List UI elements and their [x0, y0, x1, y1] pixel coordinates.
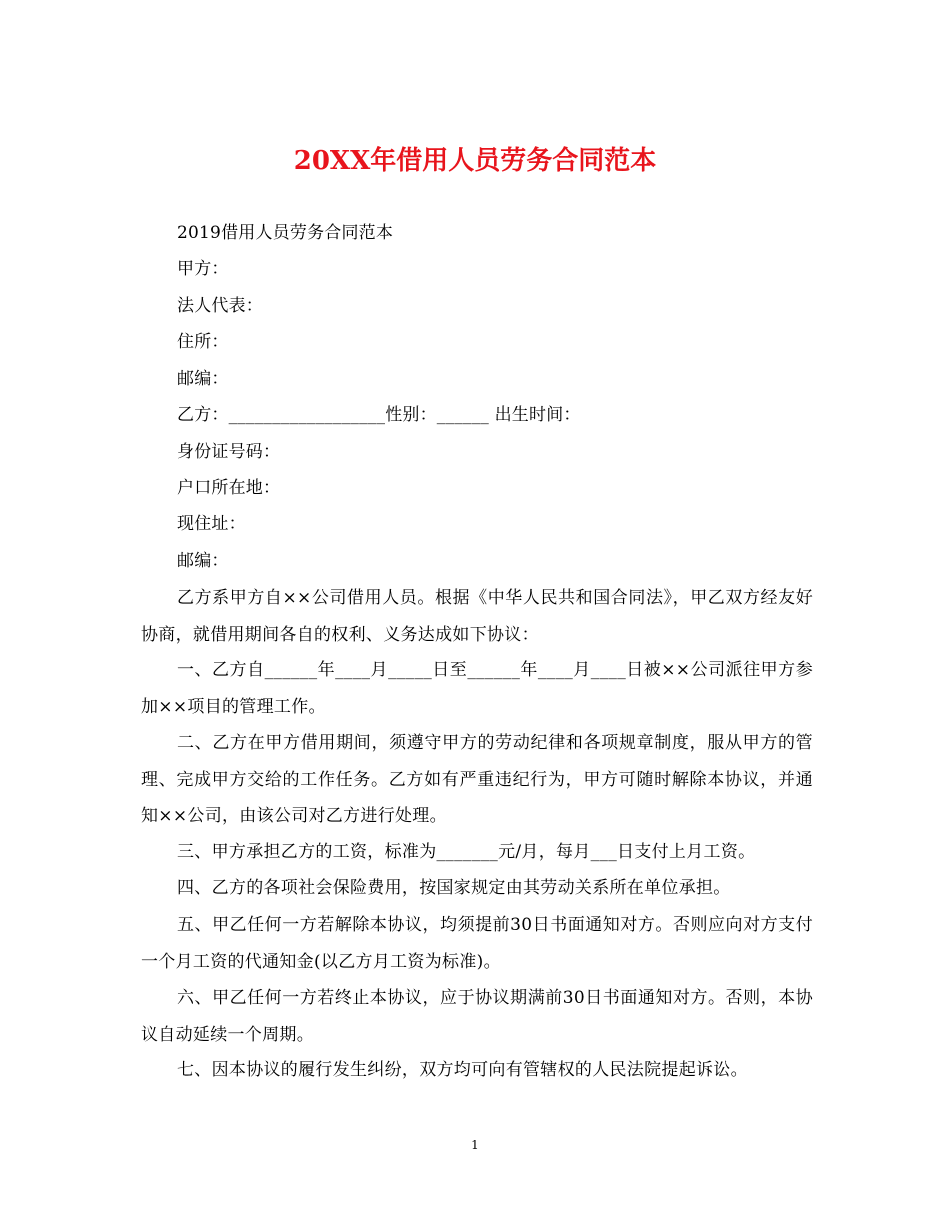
document-subtitle: 2019借用人员劳务合同范本 [177, 223, 394, 243]
paragraph-clause-3: 三、甲方承担乙方的工资，标准为_______元/月，每月___日支付上月工资。 [177, 842, 756, 862]
paragraph-clause-2: 二、乙方在甲方借用期间，须遵守甲方的劳动纪律和各项规章制度，服从甲方的管理、完成甲方交给的工作任务。乙方如有严重违纪行为，甲方可随时解除本协议，并通知××公司，由该公司对乙方进行处理。 [141, 733, 813, 826]
field-legal-representative: 法人代表： [177, 296, 263, 316]
paragraph-clause-7: 七、因本协议的履行发生纠纷，双方均可向有管辖权的人民法院提起诉讼。 [177, 1060, 748, 1080]
paragraph-clause-4: 四、乙方的各项社会保险费用，按国家规定由其劳动关系所在单位承担。 [177, 878, 731, 898]
paragraph-clause-6: 六、甲乙任何一方若终止本协议，应于协议期满前30日书面通知对方。否则，本协议自动延续一个周期。 [141, 988, 813, 1045]
field-id-number: 身份证号码： [177, 442, 281, 462]
field-current-address: 现住址： [177, 514, 246, 534]
document-title: 20XX年借用人员劳务合同范本 [293, 146, 657, 176]
field-postcode-a: 邮编： [177, 369, 229, 389]
field-postcode-b: 邮编： [177, 551, 229, 571]
field-household-registration: 户口所在地： [177, 478, 281, 498]
paragraph-preamble: 乙方系甲方自××公司借用人员。根据《中华人民共和国合同法》，甲乙双方经友好协商，就借用期间各自的权利、义务达成如下协议： [141, 588, 813, 645]
field-party-a: 甲方： [177, 259, 229, 279]
field-address: 住所： [177, 332, 229, 352]
page-number: 1 [471, 1138, 479, 1152]
paragraph-clause-5: 五、甲乙任何一方若解除本协议，均须提前30日书面通知对方。否则应向对方支付一个月工资的代通知金(以乙方月工资为标准)。 [141, 915, 813, 972]
field-party-b: 乙方：__________________性别：______ 出生时间： [177, 405, 581, 425]
paragraph-clause-1: 一、乙方自______年____月_____日至______年____月____日被××公司派往甲方参加××项目的管理工作。 [141, 660, 813, 717]
